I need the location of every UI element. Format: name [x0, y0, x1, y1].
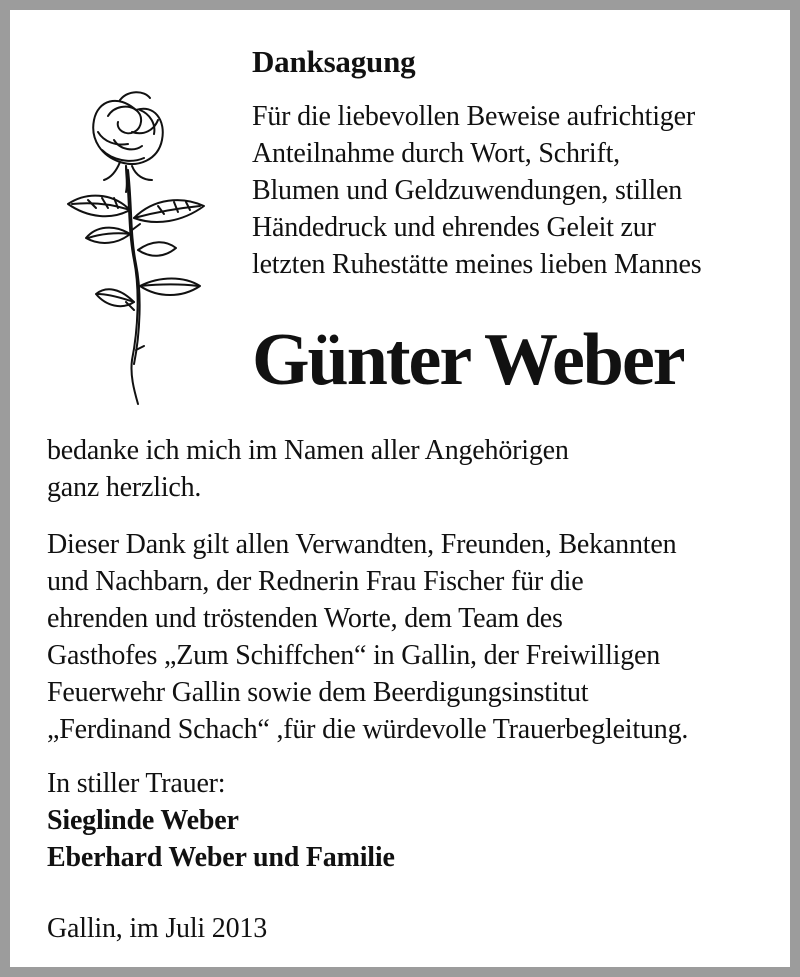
mourning-label: In stiller Trauer:	[47, 768, 226, 799]
intro-text	[252, 98, 701, 283]
intro-line: Blumen und Geldzuwendungen, stillen	[252, 175, 683, 206]
intro-line: Anteilnahme durch Wort, Schrift,	[252, 138, 620, 169]
detail-line: „Ferdinand Schach“ ,für die würdevolle Trauerbegleitung.	[47, 714, 689, 745]
detail-line: Dieser Dank gilt allen Verwandten, Freunden, Bekannten	[47, 529, 677, 560]
deceased-name: Günter Weber	[252, 319, 684, 401]
detail-text	[47, 526, 688, 748]
thanks-line: bedanke ich mich im Namen aller Angehörigen	[47, 435, 569, 466]
mourners-block	[47, 765, 395, 876]
rose-icon	[58, 80, 228, 410]
thanks-text	[47, 432, 569, 506]
intro-line: letzten Ruhestätte meines lieben Mannes	[252, 249, 702, 280]
intro-line: Händedruck und ehrendes Geleit zur	[252, 212, 656, 243]
detail-line: Feuerwehr Gallin sowie dem Beerdigungsinstitut	[47, 677, 589, 708]
place-date: Gallin, im Juli 2013	[47, 913, 268, 944]
heading: Danksagung	[252, 44, 416, 79]
detail-line: ehrenden und tröstenden Worte, dem Team des	[47, 603, 563, 634]
mourner-name: Eberhard Weber und Familie	[47, 842, 395, 873]
detail-line: Gasthofes „Zum Schiffchen“ in Gallin, der Freiwilligen	[47, 640, 661, 671]
notice-body	[20, 20, 780, 957]
intro-line: Für die liebevollen Beweise aufrichtiger	[252, 101, 695, 132]
thanks-line: ganz herzlich.	[47, 472, 202, 503]
detail-line: und Nachbarn, der Rednerin Frau Fischer für die	[47, 566, 584, 597]
mourner-name: Sieglinde Weber	[47, 805, 239, 836]
